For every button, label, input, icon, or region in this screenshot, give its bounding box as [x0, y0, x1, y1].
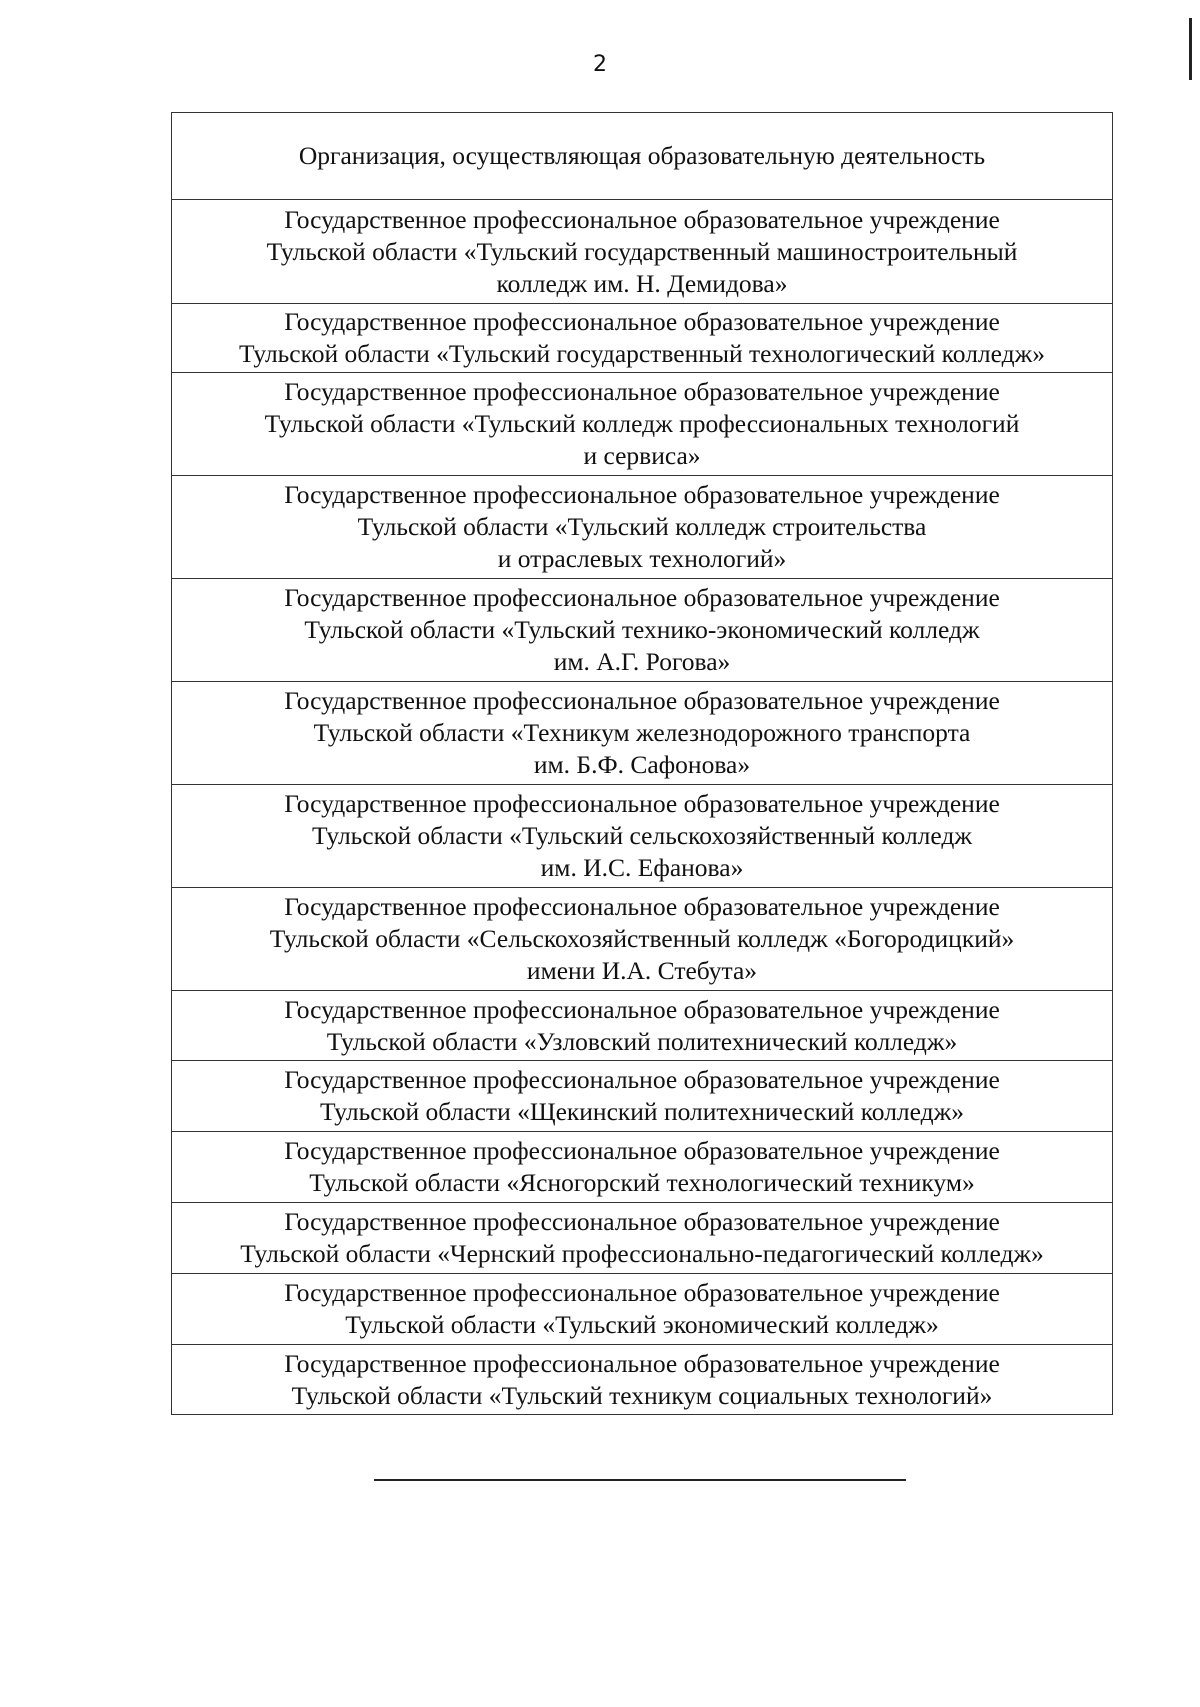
table-row	[172, 1203, 1113, 1274]
table-row	[172, 476, 1113, 579]
table-row	[172, 785, 1113, 888]
organization-cell: Государственное профессиональное образовательное учреждение Тульской области «Тульский государственный машиностроительный колледж им. Н. Демидова»	[172, 200, 1113, 304]
table-row	[172, 579, 1113, 682]
organization-cell: Государственное профессиональное образовательное учреждение Тульской области «Узловский политехнический колледж»	[172, 991, 1113, 1061]
table-row	[172, 373, 1113, 476]
organization-cell: Государственное профессиональное образовательное учреждение Тульской области «Тульский технико-экономический колледж им. А.Г. Рогова»	[172, 579, 1113, 682]
closing-rule	[374, 1479, 906, 1481]
table-row	[172, 200, 1113, 304]
table-row	[172, 991, 1113, 1061]
organization-cell: Государственное профессиональное образовательное учреждение Тульской области «Ясногорский технологический техникум»	[172, 1132, 1113, 1203]
table-header-row	[172, 113, 1113, 200]
organization-cell: Государственное профессиональное образовательное учреждение Тульской области «Тульский колледж профессиональных технологий и сервиса»	[172, 373, 1113, 476]
organization-cell: Государственное профессиональное образовательное учреждение Тульской области «Тульский техникум социальных технологий»	[172, 1345, 1113, 1415]
table-row	[172, 1345, 1113, 1415]
table-row	[172, 1061, 1113, 1132]
organization-cell: Государственное профессиональное образовательное учреждение Тульской области «Техникум железнодорожного транспорта им. Б.Ф. Сафонова»	[172, 682, 1113, 785]
table-header-cell: Организация, осуществляющая образовательную деятельность	[172, 113, 1113, 200]
organization-cell: Государственное профессиональное образовательное учреждение Тульской области «Щекинский политехнический колледж»	[172, 1061, 1113, 1132]
table-row	[172, 1132, 1113, 1203]
organization-cell: Государственное профессиональное образовательное учреждение Тульской области «Тульский сельскохозяйственный колледж им. И.С. Ефанова»	[172, 785, 1113, 888]
organization-cell: Государственное профессиональное образовательное учреждение Тульской области «Тульский колледж строительства и отраслевых технологий»	[172, 476, 1113, 579]
table-row	[172, 304, 1113, 373]
organizations-table	[171, 112, 1113, 1415]
page-number: 2	[593, 52, 607, 77]
organization-cell: Государственное профессиональное образовательное учреждение Тульской области «Сельскохозяйственный колледж «Богородицкий» имени И.А. Стебута»	[172, 888, 1113, 991]
organization-cell: Государственное профессиональное образовательное учреждение Тульской области «Тульский экономический колледж»	[172, 1274, 1113, 1345]
table-row	[172, 1274, 1113, 1345]
organization-cell: Государственное профессиональное образовательное учреждение Тульской области «Тульский государственный технологический колледж»	[172, 304, 1113, 373]
table-row	[172, 888, 1113, 991]
organization-cell: Государственное профессиональное образовательное учреждение Тульской области «Чернский профессионально-педагогический колледж»	[172, 1203, 1113, 1274]
table-row	[172, 682, 1113, 785]
